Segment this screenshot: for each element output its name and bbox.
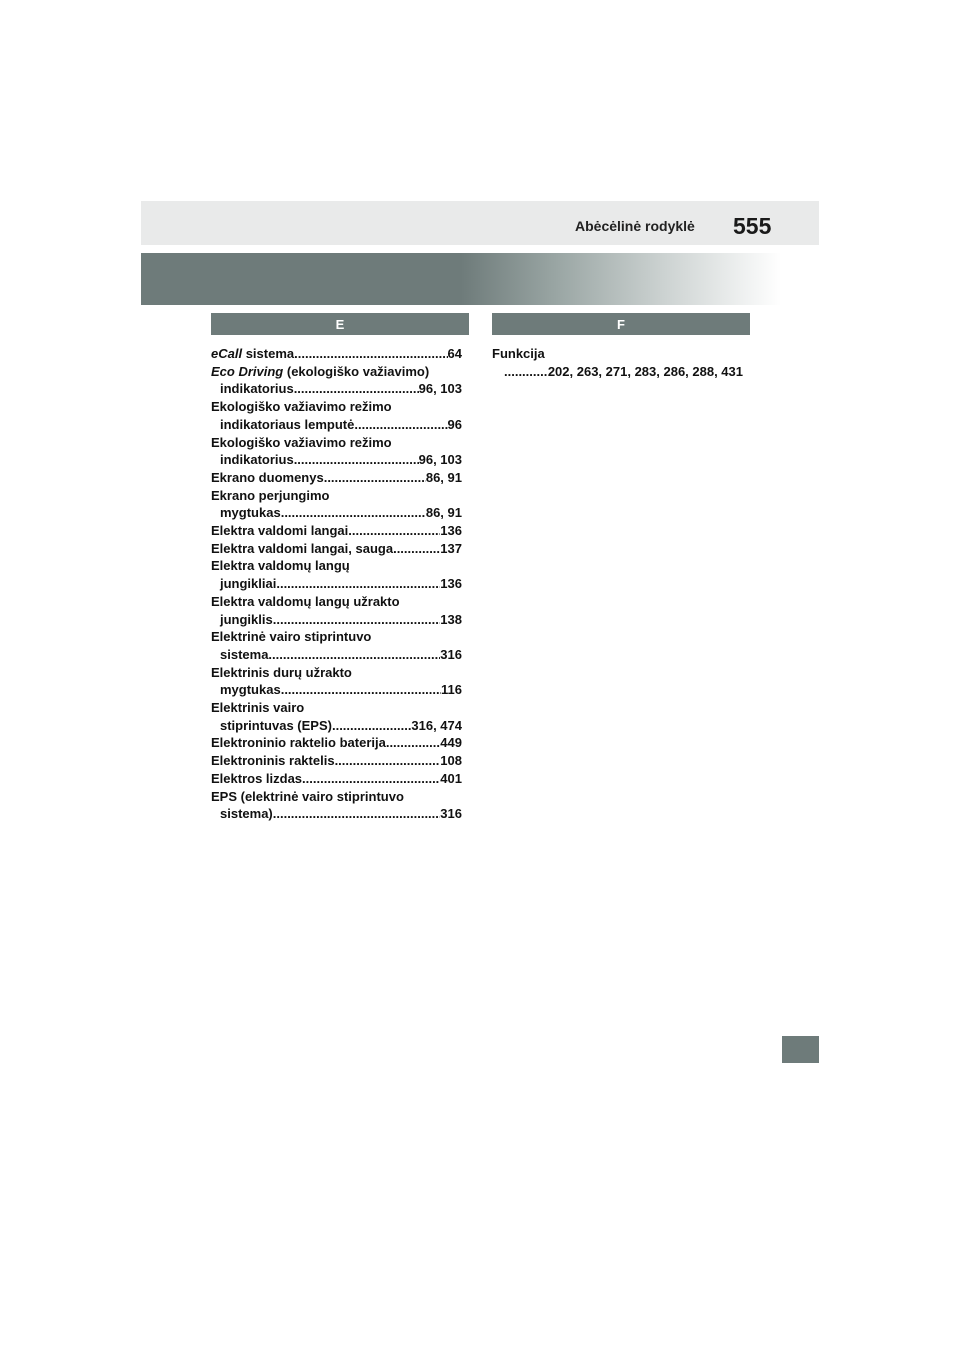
- index-entry-text: jungikliai: [220, 576, 277, 592]
- index-entry-term-italic: eCall: [211, 346, 243, 361]
- index-entry-text: sistema: [220, 646, 269, 662]
- index-entry-text: Ekrano perjungimo: [211, 487, 330, 503]
- page-reference: 316, 474: [411, 717, 462, 733]
- index-entry-text: Elektrinė vairo stiprintuvo: [211, 629, 372, 645]
- index-entry-text: Elektra valdomi langai: [211, 523, 349, 539]
- index-entry-term: [211, 469, 324, 487]
- index-entry-text: indikatorius: [220, 381, 294, 397]
- index-entry-term: [211, 398, 392, 416]
- index-entry-line: [211, 363, 462, 381]
- index-entry-term: [211, 557, 350, 575]
- index-entry: [211, 770, 462, 788]
- index-entry-line: [211, 699, 462, 717]
- index-entry: [211, 434, 462, 469]
- page-reference: 96: [447, 416, 462, 432]
- index-entry-line: [211, 434, 462, 452]
- page-reference: 202, 263, 271, 283, 286, 288, 431: [547, 363, 743, 379]
- index-column-e: [211, 345, 462, 823]
- index-entry-term: [220, 681, 281, 699]
- index-entry-line: [211, 734, 462, 752]
- index-entry-text: Elektrinis durų užrakto: [211, 664, 352, 680]
- index-entry-line: [211, 522, 462, 540]
- leader-dots: [348, 522, 440, 540]
- chapter-thumb-tab: [782, 1036, 819, 1063]
- leader-dots: [393, 540, 440, 558]
- section-header-e: E: [211, 313, 469, 335]
- index-entry-text: Elektroninio raktelio baterija: [211, 735, 386, 751]
- page-reference: 136: [440, 576, 462, 592]
- leader-dots: [332, 717, 411, 735]
- index-entry-line: [211, 770, 462, 788]
- index-entry-text: indikatoriaus lemputė: [220, 416, 355, 432]
- index-entry: [211, 734, 462, 752]
- index-entry-line: [211, 752, 462, 770]
- index-column-f: [492, 345, 743, 380]
- leader-dots: [386, 734, 440, 752]
- index-entry: [211, 557, 462, 592]
- index-entry-text: Elektra valdomų langų: [211, 558, 350, 574]
- index-entry: [211, 398, 462, 433]
- page-reference: 449: [440, 735, 462, 751]
- running-header-title: Abėcėlinė rodyklė: [575, 218, 695, 234]
- leader-dots: [281, 681, 441, 699]
- index-entry-text: Elektroninis raktelis: [211, 753, 335, 769]
- leader-dots: [354, 416, 447, 434]
- index-entry-line: [211, 611, 462, 629]
- page-reference: 86, 91: [425, 505, 462, 521]
- index-entry: [211, 788, 462, 823]
- index-entry-term-italic: Eco Driving: [211, 363, 284, 379]
- page-number: 555: [733, 213, 772, 239]
- index-entry: [211, 540, 462, 558]
- leader-dots: [273, 805, 441, 823]
- index-entry-text: sistema: [242, 346, 295, 361]
- index-entry-term: [220, 451, 294, 469]
- index-entry-text: Elektros lizdas: [211, 770, 303, 786]
- index-entry-term: [211, 345, 294, 363]
- page-reference: 138: [440, 611, 462, 627]
- page-reference: 86, 91: [425, 469, 462, 485]
- index-entry-term: [220, 416, 354, 434]
- page-reference: 116: [441, 682, 462, 698]
- index-entry: [211, 487, 462, 522]
- index-entry-line: [211, 345, 462, 363]
- decorative-gradient-band: [141, 253, 781, 305]
- index-entry-text: Ekologiško važiavimo režimo: [211, 434, 392, 450]
- page-reference: 136: [440, 523, 462, 539]
- index-entry-line: [211, 575, 462, 593]
- index-entry: [211, 628, 462, 663]
- index-entry: [211, 699, 462, 734]
- index-entry-term: [492, 345, 545, 363]
- page-reference: 96, 103: [418, 452, 462, 468]
- index-entry: [211, 345, 462, 363]
- index-entry-term: [211, 699, 304, 717]
- index-entry-text: Funkcija: [492, 346, 545, 361]
- page-reference: 316: [440, 646, 462, 662]
- index-entry-term: [211, 628, 371, 646]
- section-header-f: F: [492, 313, 750, 335]
- index-entry-line: [492, 363, 743, 381]
- index-entry: [211, 522, 462, 540]
- leader-dots: [276, 575, 440, 593]
- index-entry-line: [211, 504, 462, 522]
- index-entry-text: Elektrinis vairo: [211, 700, 305, 716]
- index-entry-text: EPS (elektrinė vairo stiprintuvo: [211, 788, 404, 804]
- index-entry-text: mygtukas: [220, 682, 281, 698]
- index-entry-line: [211, 628, 462, 646]
- index-entry-term: [211, 734, 386, 752]
- index-entry-line: [211, 681, 462, 699]
- index-entry-term: [220, 717, 332, 735]
- leader-dots: [268, 646, 440, 664]
- leader-dots: [294, 380, 419, 398]
- index-entry-term: [211, 788, 404, 806]
- leader-dots: [504, 363, 548, 381]
- index-entry: [492, 345, 743, 380]
- index-entry: [211, 469, 462, 487]
- leader-dots: [302, 770, 440, 788]
- index-entry-term: [211, 752, 335, 770]
- page-reference: 316: [440, 806, 462, 822]
- index-entry-line: [492, 345, 743, 363]
- index-entry: [211, 664, 462, 699]
- index-entry-term: [220, 504, 281, 522]
- index-entry-text: sistema): [220, 806, 273, 822]
- index-entry-line: [211, 557, 462, 575]
- leader-dots: [335, 752, 441, 770]
- index-entry-term: [211, 593, 400, 611]
- page-reference: 108: [440, 753, 462, 769]
- index-entry-line: [211, 593, 462, 611]
- index-entry-text: Elektra valdomų langų užrakto: [211, 593, 400, 609]
- index-entry-line: [211, 469, 462, 487]
- index-entry-term: [211, 664, 352, 682]
- index-entry-line: [211, 487, 462, 505]
- index-entry-term: [211, 363, 429, 381]
- page-reference: 137: [440, 540, 462, 556]
- index-entry-line: [211, 664, 462, 682]
- index-entry-text: Elektra valdomi langai, sauga: [211, 540, 394, 556]
- index-entry-term: [220, 805, 273, 823]
- leader-dots: [294, 345, 447, 363]
- running-header-bar: [141, 201, 819, 245]
- index-entry-term: [220, 380, 294, 398]
- index-entry-text: stiprintuvas (EPS): [220, 717, 332, 733]
- index-entry-term: [211, 434, 392, 452]
- index-entry-text: mygtukas: [220, 505, 281, 521]
- index-entry-line: [211, 717, 462, 735]
- index-entry-text: jungiklis: [220, 611, 273, 627]
- index-entry-text: indikatorius: [220, 452, 294, 468]
- index-entry-line: [211, 416, 462, 434]
- page-reference: 401: [440, 770, 462, 786]
- page-reference: 64: [447, 346, 462, 361]
- index-entry-line: [211, 380, 462, 398]
- index-entry-line: [211, 398, 462, 416]
- index-entry-line: [211, 788, 462, 806]
- index-entry-line: [211, 805, 462, 823]
- index-entry-term: [211, 522, 348, 540]
- index-entry-text: (ekologiško važiavimo): [283, 363, 430, 379]
- index-entry-term: [220, 575, 276, 593]
- index-entry-text: Ekrano duomenys: [211, 469, 324, 485]
- index-entry-term: [211, 540, 393, 558]
- index-entry: [211, 363, 462, 398]
- index-entry-term: [211, 487, 329, 505]
- index-entry-term: [220, 611, 273, 629]
- index-entry-term: [211, 770, 302, 788]
- leader-dots: [324, 469, 426, 487]
- index-entry-line: [211, 646, 462, 664]
- index-entry-term: [220, 646, 268, 664]
- index-entry: [211, 752, 462, 770]
- index-entry-text: Ekologiško važiavimo režimo: [211, 399, 392, 415]
- index-entry-line: [211, 451, 462, 469]
- index-entry-line: [211, 540, 462, 558]
- leader-dots: [294, 451, 419, 469]
- index-entry: [211, 593, 462, 628]
- leader-dots: [273, 611, 441, 629]
- leader-dots: [281, 504, 426, 522]
- page-reference: 96, 103: [418, 381, 462, 397]
